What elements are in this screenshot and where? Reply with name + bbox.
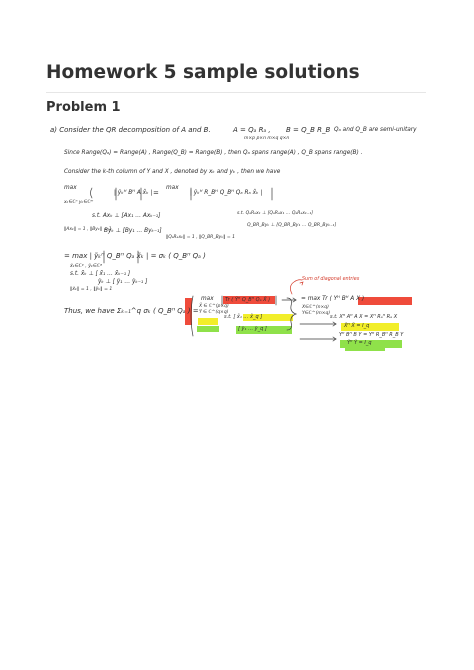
hw-reduced-objective: = max | ỹₖᴴ Q_Bᴴ Qₐ x̃ₖ | = σₖ ( Q_Bᴴ Qₐ ) xyxy=(64,252,206,260)
hw-thus-we-have: Thus, we have Σₖ₌₁^q σₖ ( Q_Bᴴ Qₐ ) = xyxy=(64,307,199,315)
hw-stacked-x: s.t. [ x̃₁ … x̃_q ] xyxy=(224,314,263,320)
hw-kth-column: Consider the k-th column of Y and X , denoted by xₖ and yₖ , then we have xyxy=(64,169,281,175)
hw-ytilde-identity: Ỹᴴ Ỹ = I_q xyxy=(347,340,372,346)
hw-constraint-yby: Yᴴ Bᴴ B Y = Yᴴ R_Bᴴ R_B Y xyxy=(339,332,404,338)
hw-problem-a-intro: a) Consider the QR decomposition of A and B. xyxy=(50,126,211,134)
hw-norm-2: ‖QₐRₐxₖ‖ = 1 , ‖Q_BR_Byₖ‖ = 1 xyxy=(166,235,235,240)
brace-thus xyxy=(191,296,193,336)
hw-constraint-ytilde: ỹₖ ⊥ [ ỹ₁ … ỹₖ₋₁ ] xyxy=(98,279,148,285)
hw-constraint-xtilde: s.t. x̃ₖ ⊥ [ x̃₁ … x̃ₖ₋₁ ] xyxy=(70,271,131,277)
red-curly-arrow xyxy=(290,280,302,294)
section-title: Problem 1 xyxy=(46,100,121,115)
hw-constraint-qry: Q_BR_Byₖ ⊥ [Q_BR_By₁ … Q_BR_Byₖ₋₁] xyxy=(247,223,337,228)
hw-dimensions: m×p p×n m×q q×n xyxy=(244,136,290,141)
hw-qr-a: A = Qₐ Rₐ , xyxy=(233,126,271,134)
hw-objective-1: | ŷₖᴴ Bᴴ A x̂ₖ | xyxy=(114,190,153,196)
hw-domain-x: X∈ℂ^(n×q) xyxy=(302,305,329,310)
hw-constraint-ax: s.t. Axₖ ⊥ [Ax₁ … Axₖ₋₁] xyxy=(92,213,161,219)
hw-domain-1: xₖ∈ℂⁿ yₖ∈ℂᵐ xyxy=(64,200,94,205)
page-title: Homework 5 sample solutions xyxy=(46,62,360,83)
hw-objective-2: | ŷₖᴴ R_Bᴴ Q_Bᴴ Qₐ Rₐ x̂ₖ | xyxy=(190,190,263,196)
hw-domain-ytilde: Ỹ ∈ ℂ^(q×q) xyxy=(199,310,229,315)
brace-max-1 xyxy=(91,188,93,198)
hw-domain-y: Y∈ℂ^(m×q) xyxy=(302,311,331,316)
hw-sum-diagonal-note: Sum of diagonal entries xyxy=(302,277,360,282)
hw-domain-xtilde: X̃ ∈ ℂ^(p×q) xyxy=(199,304,229,309)
hw-constraint-by: Byₖ ⊥ [By₁ … Byₖ₋₁] xyxy=(104,228,162,234)
hw-equals-1: = xyxy=(153,189,159,197)
hw-xtilde-identity: X̃ᴴ X̃ = I_q xyxy=(344,323,370,329)
hw-norm-1: ‖Axₖ‖ = 1 , ‖Byₖ‖ = 1 xyxy=(64,227,112,232)
hw-max-2: max xyxy=(166,185,179,191)
hw-qr-b: B = Q_B R_B xyxy=(286,126,331,134)
hw-constraint-xax: s.t. Xᴴ Aᴴ A X = Xᴴ Rₐᴴ Rₐ X xyxy=(330,314,398,320)
hw-max-original: = max Tr ( Yᴴ Bᴴ A X ) xyxy=(301,296,365,302)
hw-max-1: max xyxy=(64,185,77,191)
hw-constraint-qrx: s.t. QₐRₐxₖ ⊥ [QₐRₐx₁ … QₐRₐxₖ₋₁] xyxy=(237,211,313,216)
hw-domain-2: x̃ₖ∈ℂᵖ , ỹₖ∈ℂᵠ xyxy=(70,264,103,269)
hw-trace-objective: Tr ( Ỹᴴ Q_Bᴴ Qₐ X̃ ) xyxy=(225,297,271,303)
hw-semi-unitary: Qₐ and Q_B are semi-unitary xyxy=(334,127,417,133)
hw-stacked-y: [ ỹ₁ … ỹ_q ] xyxy=(238,326,267,332)
hw-range-statement: Since Range(Qₐ) = Range(A) , Range(Q_B) = Range(B) , then Qₐ spans range(A) , Q_B spans range(B) . xyxy=(64,150,363,156)
hw-max-3: max xyxy=(201,296,214,302)
curly-brace-right xyxy=(287,298,296,330)
hw-norm-3: ‖x̃ₖ‖ = 1 , ‖ỹₖ‖ = 1 xyxy=(70,287,113,292)
